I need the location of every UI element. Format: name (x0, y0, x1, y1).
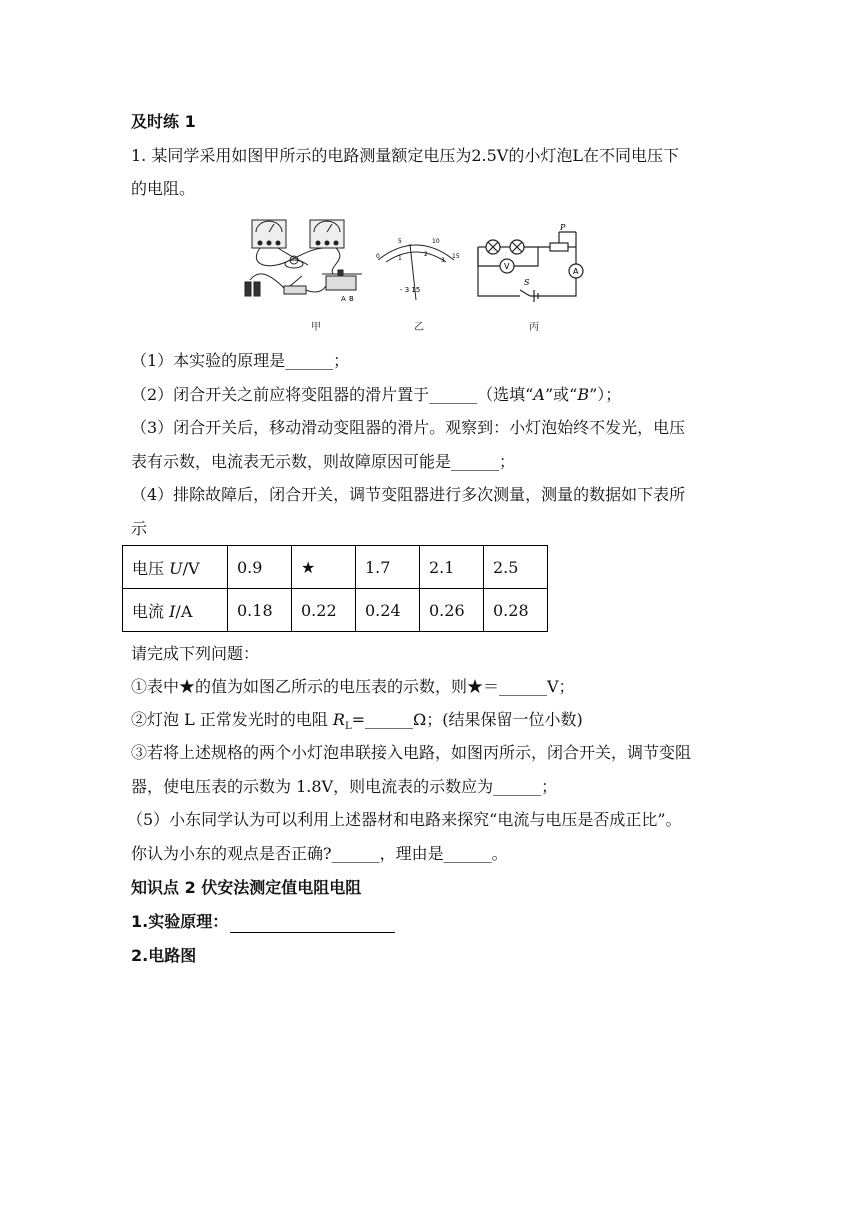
dial-tick-15: 15 (452, 253, 460, 260)
subquestion-3-line2: 器，使电压表的示数为 1.8V，则电流表的示数应为______； (131, 777, 558, 796)
part2-post: ”）； (589, 385, 622, 404)
data-table (122, 545, 548, 632)
apparatus-figure (245, 220, 362, 296)
table-cell: 0.18 (228, 589, 292, 632)
table-cell: 0.22 (292, 589, 356, 632)
dial-terminals: - 3 15 (400, 286, 421, 294)
figure-caption-bing: 丙 (529, 322, 539, 333)
after-table-text: 请完成下列问题： (131, 644, 260, 663)
part2-option-a: A (533, 385, 545, 404)
dial-tick-0: 0 (376, 253, 380, 260)
subquestion-2-post: =______Ω；(结果保留一位小数) (351, 710, 583, 729)
question-stem-line1: 1. 某同学采用如图甲所示的电路测量额定电压为2.5V的小灯泡L在不同电压下 (131, 146, 679, 165)
table-row (123, 589, 548, 632)
table-row (123, 546, 548, 589)
experiment-principle-label: 1.实验原理： (131, 912, 229, 931)
subquestion-2-var: R (332, 710, 345, 729)
part3-line1: （3）闭合开关后，移动滑动变阻器的滑片。观察到：小灯泡始终不发光，电压 (131, 418, 686, 437)
part2-pre: （2）闭合开关之前应将变阻器的滑片置于______（选填“ (131, 385, 534, 404)
answer-blank[interactable] (230, 914, 395, 933)
dial-tick-2: 2 (424, 251, 428, 258)
table-cell: 0.24 (356, 589, 420, 632)
part3-line2: 表有示数，电流表无示数，则故障原因可能是______； (131, 452, 516, 471)
part5-line1: （5）小东同学认为可以利用上述器材和电路来探究“电流与电压是否成正比”。 (127, 810, 682, 829)
table-cell: 0.28 (484, 589, 548, 632)
table-cell: ★ (292, 546, 356, 589)
experiment-principle (131, 911, 395, 933)
table-cell: 0.9 (228, 546, 292, 589)
dial-tick-5: 5 (398, 238, 402, 245)
table-cell: 2.1 (420, 546, 484, 589)
part5-line2: 你认为小东的观点是否正确?______，理由是______。 (131, 844, 508, 863)
table-cell: 2.5 (484, 546, 548, 589)
subquestion-1: ①表中★的值为如图乙所示的电压表的示数，则★＝______V； (131, 677, 575, 696)
dial-tick-10: 10 (432, 238, 440, 245)
figure-caption-yi: 乙 (414, 322, 424, 333)
rheostat-label-a: A (341, 295, 346, 303)
table-row-label-current: 电流 I/A (123, 589, 228, 632)
part4-line2: 示 (131, 519, 148, 538)
dial-tick-3: 3 (441, 257, 445, 264)
section-title: 及时练 1 (131, 112, 196, 131)
knowledge-point-title: 知识点 2 伏安法测定值电阻电阻 (131, 878, 362, 897)
circuit-slider-label: P (560, 223, 566, 232)
table-row-label-voltage: 电压 U/V (123, 546, 228, 589)
table-cell: 0.26 (420, 589, 484, 632)
part1-text: （1）本实验的原理是______； (131, 351, 350, 370)
part2-mid: ”或“ (544, 385, 578, 404)
circuit-switch-label: S (524, 278, 530, 287)
table-cell: 1.7 (356, 546, 420, 589)
question-stem-line2: 的电阻。 (131, 179, 196, 198)
dial-tick-1: 1 (398, 255, 402, 262)
part2-option-b: B (577, 385, 590, 404)
subquestion-2-pre: ②灯泡 L 正常发光时的电阻 (131, 710, 333, 729)
rheostat-label-b: B (349, 295, 354, 303)
subquestion-3-line1: ③若将上述规格的两个小灯泡串联接入电路，如图丙所示，闭合开关，调节变阻 (131, 743, 692, 762)
part4-line1: （4）排除故障后，闭合开关，调节变阻器进行多次测量，测量的数据如下表所 (131, 485, 686, 504)
part2-text (131, 384, 621, 406)
circuit-voltmeter-label: V (504, 262, 510, 271)
circuit-diagram (478, 232, 583, 302)
subquestion-2 (131, 709, 583, 738)
circuit-ammeter-label: A (573, 267, 579, 276)
figure-caption-jia: 甲 (311, 322, 321, 333)
circuit-diagram-heading: 2.电路图 (131, 946, 197, 965)
subquestion-2-sub: L (344, 721, 352, 733)
